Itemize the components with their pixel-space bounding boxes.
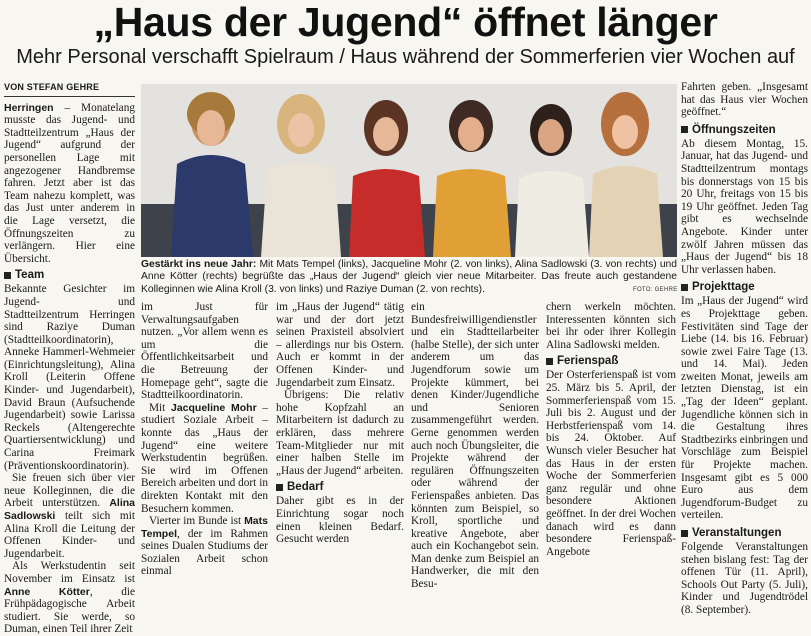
team-photo — [141, 84, 677, 257]
column-5 — [546, 301, 676, 558]
section-heading-veranstaltungen: Veranstaltungen — [681, 526, 808, 540]
section-heading-oeffnungszeiten: Öffnungszeiten — [681, 123, 808, 137]
projekttage-paragraph: Im „Haus der Jugend“ wird es Projekttage geben. Festivitäten sind Tage der Liebe (14. bis 16. Februar) sowie zwei Faire Tage (13. und 14. Mai). Jeden zweiten Monat, jeweils am letzten Dienstag, ist ein „Tag der Ideen“ geplant. Jugendliche können sich in die Gestaltung ihres Stadtbezirks einbringen und Vorschläge zum Beispiel für Projekte machen. Insgesamt gibt es 5 000 Euro aus dem Jugendforum-Budget zu verteilen. — [681, 295, 808, 522]
column-2 — [141, 301, 268, 578]
section-heading-team: Team — [4, 268, 135, 282]
section-heading-bedarf: Bedarf — [276, 480, 404, 494]
column-4 — [411, 301, 539, 591]
col6-paragraph-1: Fahrten geben. „Insgesamt hat das Haus vier Wochen geöffnet.“ — [681, 81, 808, 119]
col3-paragraph-2: Übrigens: Die relativ hohe Kopfzahl an Mitarbeitern ist dadurch zu erklären, dass mehrere Team-Mitglieder nur mit einer halben Stelle im „Haus der Jugend“ arbeiten. — [276, 389, 404, 477]
square-bullet-icon — [681, 284, 688, 291]
headline: „Haus der Jugend“ öffnet länger — [93, 0, 718, 45]
dateline: Herringen — [4, 101, 54, 114]
column-1 — [4, 81, 135, 636]
col2-paragraph-2: Mit Jacqueline Mohr – studiert Soziale Arbeit – konnte das „Haus der Jugend“ eine weitere Werkstudentin begrüßen. Sie wird im Offenen Bereich arbeiten und dort in direkten Kontakt mit den Besuchern kommen. — [141, 401, 268, 515]
column-3 — [276, 301, 404, 546]
oeffnungszeiten-paragraph: Ab diesem Montag, 15. Januar, hat das Jugend- und Stadtteilzentrum montags bis donnerstags von 15 bis 20 Uhr, freitags von 15 bis 19 Uhr geöffnet. Jeden Tag gibt es wechselnde Angebote. Kinder unter zwölf Jahren müssen das „Haus der Jugend“ bis 18 Uhr verlassen haben. — [681, 137, 808, 276]
square-bullet-icon — [546, 358, 553, 365]
intro-paragraph: Herringen – Monatelang musste das Jugend- und Stadtteilzentrum „Haus der Jugend“ aufgrund der personellen Lage mit angezogener Handbremse fahren. Jetzt aber ist das Team nahezu komplett, was das Just unter anderem in die Lage versetzt, die Öffnungszeiten zu verlängern. Hier eine Übersicht. — [4, 101, 135, 265]
col2-paragraph-3: Vierter im Bunde ist Mats Tempel, der im Rahmen seines Dualen Studiums der Sozialen Arbeit schon einmal — [141, 515, 268, 578]
column-6 — [681, 81, 808, 616]
team-paragraph-1: Bekannte Gesichter im Jugend- und Stadtteilzentrum Herringen sind Raziye Duman (Stadtteilkoordinatorin), Anneke Hammerl-Wehmeier (Einrichtungsleitung), Alina Kroll (Leiterin Offene Kinder- und Jugendarbeit), David Braun (Aufsuchende Jugendarbeit) sowie Larissa Reckels (Altengerechte Quartiersentwicklung) und Carina Freimark (Präventionskoordinatorin). — [4, 283, 135, 472]
square-bullet-icon — [681, 126, 688, 133]
square-bullet-icon — [681, 530, 688, 537]
team-photo-illustration — [141, 84, 677, 257]
ferienspass-paragraph: Der Osterferienspaß ist vom 25. März bis 5. April, der Sommerferienspaß vom 15. Juli bis 2. August und der Herbstferienspaß vom 14. bis 24. Oktober. Auf Wunsch vieler Besucher hat das Haus in der ersten Woche der Sommerferien ganz regulär und ohne besondere Aktionen geöffnet. In der drei Wochen danach wird es dann besondere Ferienspaß-Angebote — [546, 369, 676, 558]
square-bullet-icon — [276, 484, 283, 491]
col4-paragraph-1: ein Bundesfreiwilligendienstler und ein Stadtteilarbeiter (halbe Stelle), der sich unter anderem um das Jugendforum sowie um Projekte kümmert, bei denen Kinder/Jugendliche und Senioren zusammengeführt werden. Gerne genommen werden auch noch Übungsleiter, die Projekte während der regulären Öffnungszeiten oder während der Ferienspaßes anbieten. Das könnten zum Beispiel, so Kroll, sportliche und kreative Angebote, aber auch ein Kochangebot sein. Man denke zum Beispiel an Handwerker, die mit den Besu- — [411, 301, 539, 591]
bedarf-paragraph: Daher gibt es in der Einrichtung sogar noch einen kleinen Bedarf. Gesucht werden — [276, 495, 404, 546]
team-paragraph-3: Als Werkstudentin seit November im Einsatz ist Anne Kötter, die Frühpädagogische Arbeit studiert. Sie werde, so Duman, einen Teil ihrer Zeit — [4, 560, 135, 636]
byline: VON STEFAN GEHRE — [4, 81, 135, 97]
col2-paragraph-1: im Just für Verwaltungsaufgaben nutzen. „Vor allem wenn es um die Öffentlichkeitsarbeit und die Betreuung der Homepage geht“, sagte die Stadtteilkoordinatorin. — [141, 301, 268, 402]
photo-credit: FOTO: GEHRE — [633, 287, 678, 293]
section-heading-ferienspass: Ferienspaß — [546, 354, 676, 368]
section-heading-projekttage: Projekttage — [681, 280, 808, 294]
team-paragraph-2: Sie freuen sich über vier neue Kolleginnen, die die Arbeit unterstützen. Alina Sadlowski teilt sich mit Alina Kroll die Leitung der Offenen Kinder- und Jugendarbeit. — [4, 472, 135, 560]
col3-paragraph-1: im „Haus der Jugend“ tätig war und der dort jetzt seinen Praxisteil absolviert – allerdings nur bis Ostern. Auch er kommt in der Offenen Kinder- und Jugendarbeit zum Einsatz. — [276, 301, 404, 389]
photo-caption: Gestärkt ins neue Jahr: Mit Mats Tempel (links), Jacqueline Mohr (2. von links), Alina Sadlowski (3. von rechts) und Anne Kötter (rechts) begrüßte das „Haus der Jugend“ gleich vier neue Mitarbeiter. Das freute auch gestandene Kolleginnen wie Alina Kroll (3. von links) und Raziye Duman (2. von rechts). — [141, 259, 677, 295]
col5-paragraph-1: chern werkeln möchten. Interessenten könnten sich bei ihr oder ihrer Kollegin Alina Sadlowski melden. — [546, 301, 676, 351]
veranstaltungen-paragraph: Folgende Veranstaltungen stehen bislang fest: Tag der offenen Tür (11. April), Schools Out Party (5. Juli), Kinder und Jugendtrödel (8. September). — [681, 541, 808, 616]
square-bullet-icon — [4, 272, 11, 279]
subheadline: Mehr Personal verschafft Spielraum / Haus während der Sommerferien vier Wochen auf — [16, 46, 795, 68]
